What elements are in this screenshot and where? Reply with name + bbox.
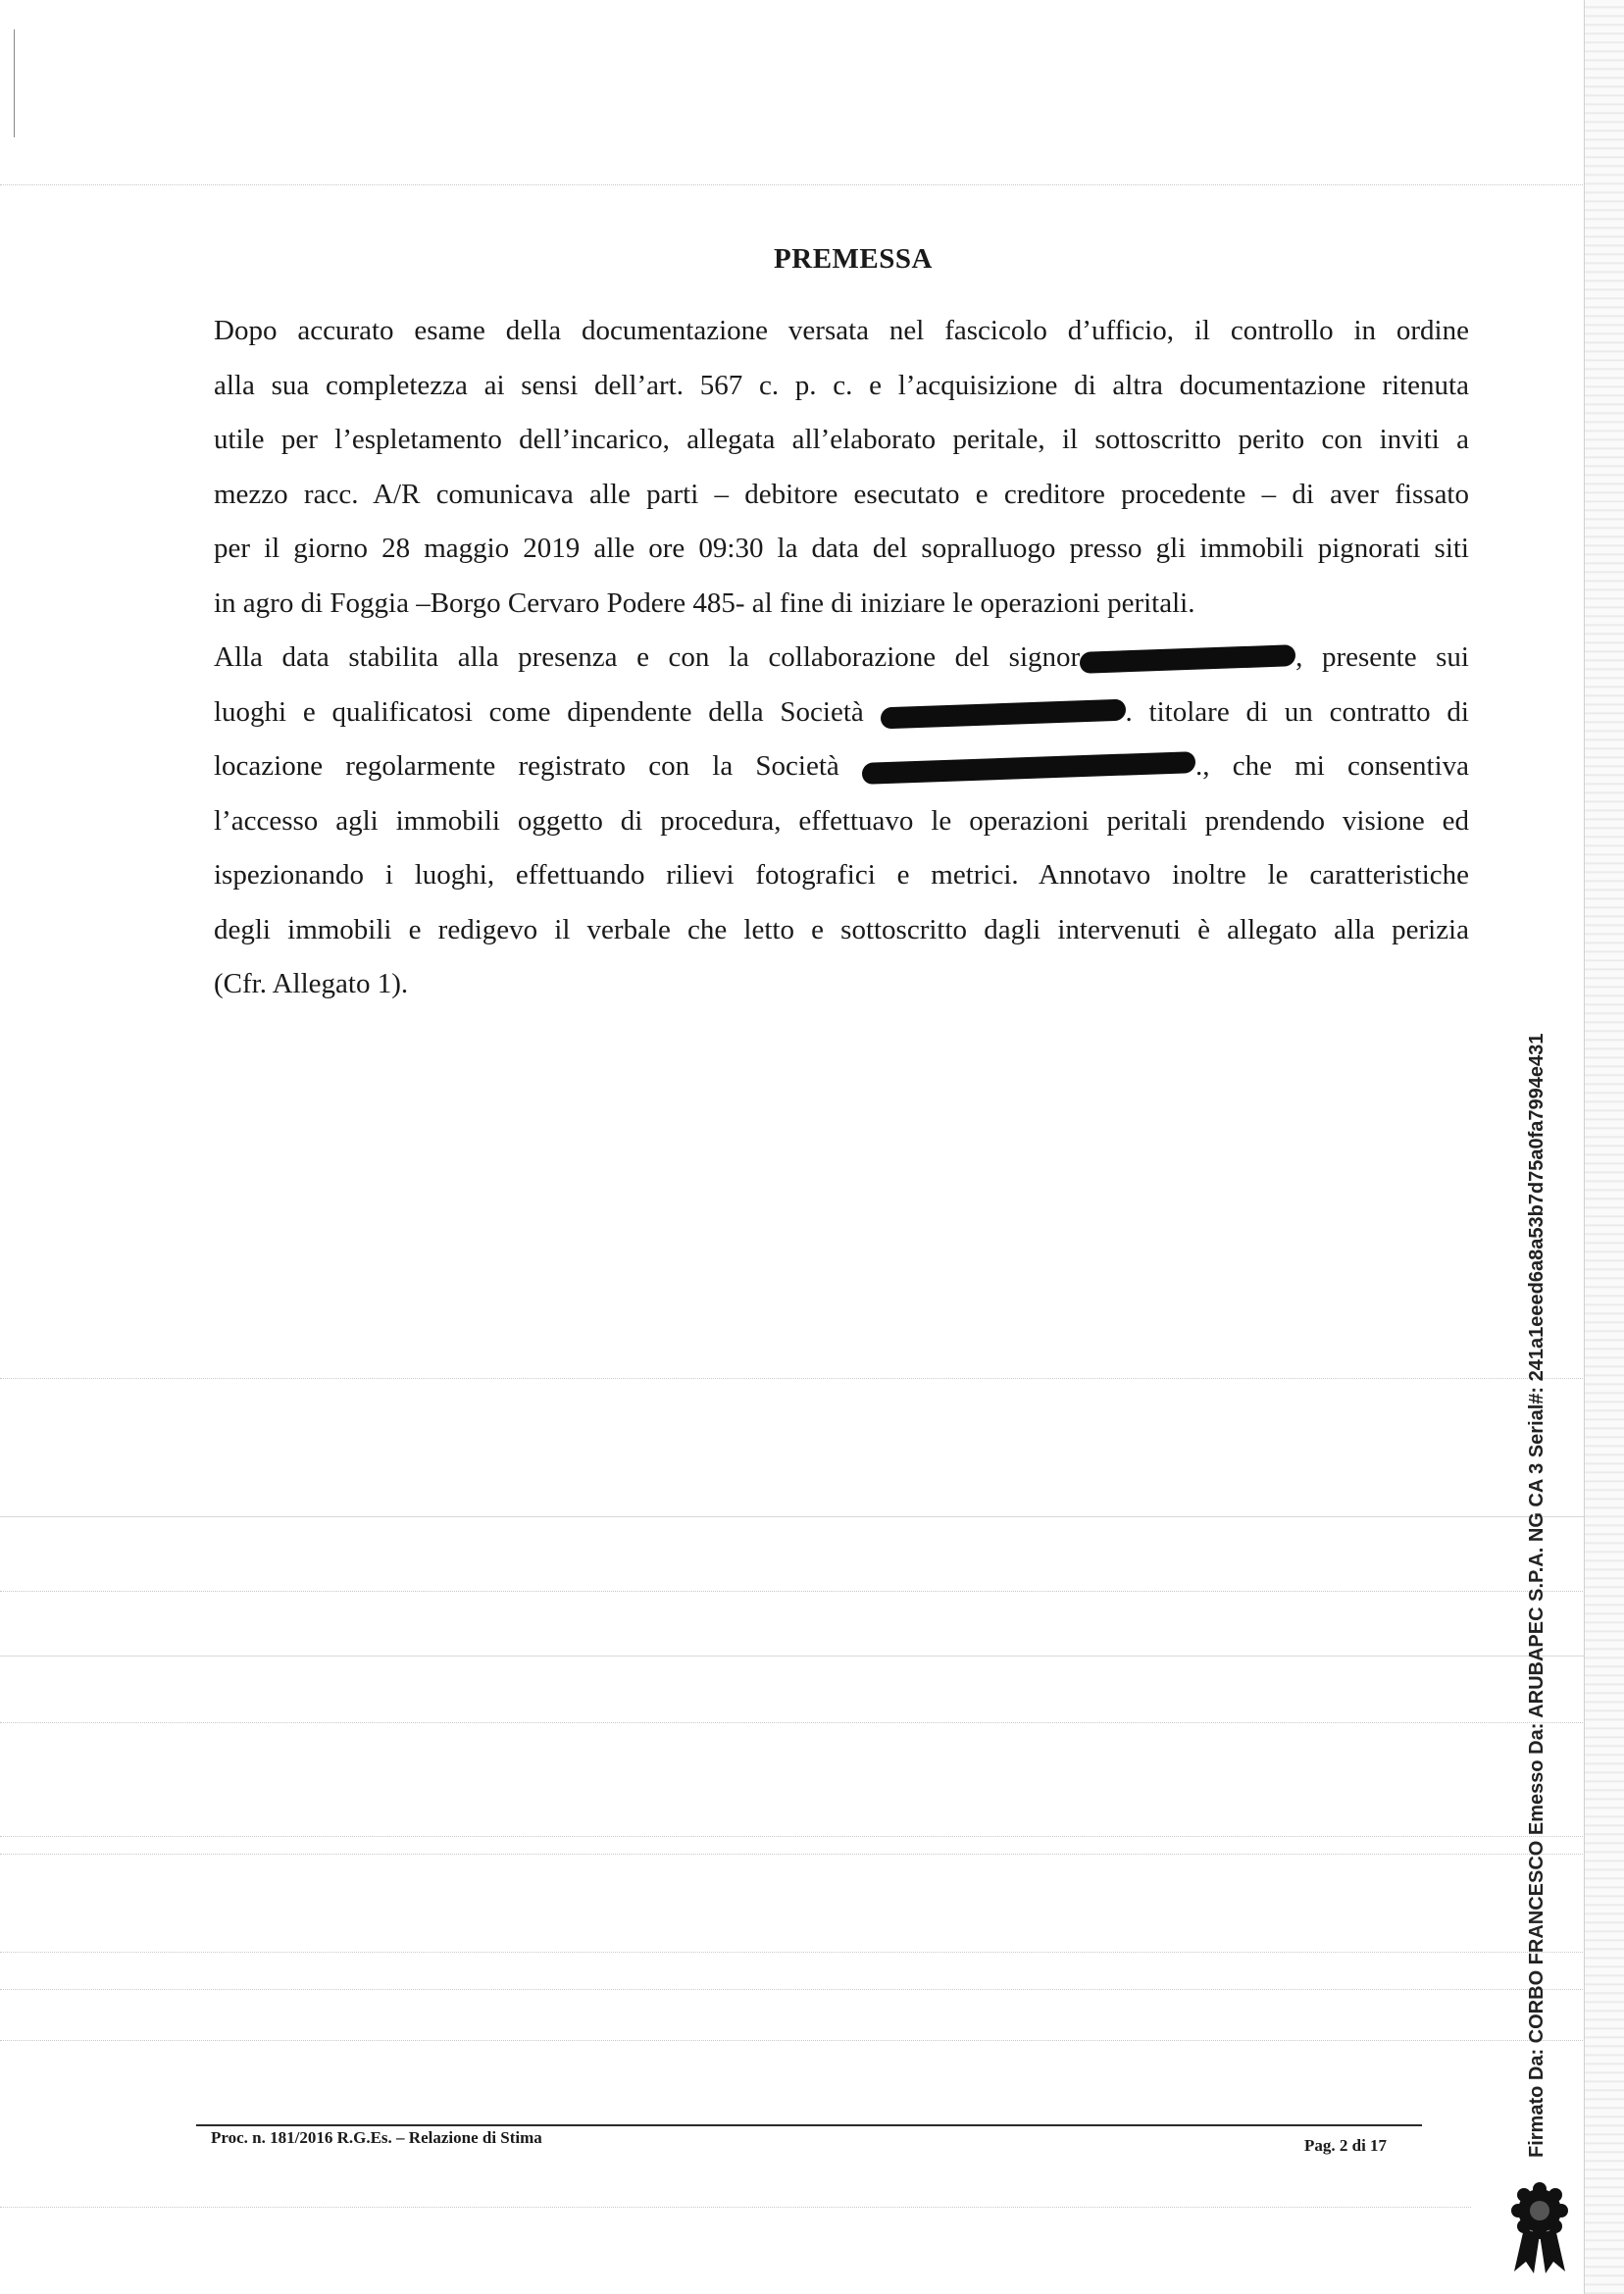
paragraph-line: utile per l’espletamento dell’incarico, allegata all’elaborato peritale, il sottoscritto perito con inviti a <box>214 424 1469 455</box>
paragraph-line-redacted <box>214 631 1469 686</box>
text-fragment: luoghi e qualificatosi come dipendente della Società <box>214 695 864 728</box>
scan-line <box>0 1516 1624 1517</box>
footer-rule <box>196 2124 1422 2126</box>
paragraph-line: alla sua completezza ai sensi dell’art. 567 c. p. c. e l’acquisizione di altra documentazione ritenuta <box>214 369 1469 401</box>
scan-line <box>0 2040 1589 2041</box>
scan-line <box>0 1836 1589 1837</box>
redaction-mark <box>862 751 1195 785</box>
scan-line <box>0 2207 1471 2208</box>
scan-line <box>0 1854 1589 1855</box>
scan-line <box>0 1378 1589 1379</box>
footer-case-reference: Proc. n. 181/2016 R.G.Es. – Relazione di Stima <box>211 2128 542 2147</box>
redaction-mark <box>1080 645 1295 675</box>
scan-line <box>0 1722 1589 1723</box>
text-fragment: , presente sui <box>1295 641 1469 673</box>
paragraph-line: in agro di Foggia –Borgo Cervaro Podere 485- al fine di iniziare le operazioni peritali. <box>214 586 1195 619</box>
paragraph-line: (Cfr. Allegato 1). <box>214 968 409 999</box>
scan-line <box>0 1656 1624 1657</box>
paragraph-line: per il giorno 28 maggio 2019 alle ore 09:30 la data del sopralluogo presso gli immobili pignorati siti <box>214 533 1469 564</box>
paragraph-line-redacted <box>214 739 1469 794</box>
scan-edge-strip <box>1584 0 1624 2294</box>
paragraph-line: Dopo accurato esame della documentazione versata nel fascicolo d’ufficio, il controllo in ordine <box>214 315 1469 346</box>
text-fragment: Alla data stabilita alla presenza e con la collaborazione del signor <box>214 641 1081 673</box>
scan-line <box>0 184 1589 185</box>
paragraph-line: l’accesso agli immobili oggetto di procedura, effettuavo le operazioni peritali prendendo visione ed <box>214 804 1469 837</box>
text-fragment: . titolare di un contratto di <box>1125 695 1469 728</box>
page-title: PREMESSA <box>774 243 933 275</box>
scan-margin-mark <box>14 29 15 137</box>
scan-line <box>0 1989 1589 1990</box>
footer-page-number: Pag. 2 di 17 <box>1304 2136 1388 2155</box>
seal-rosette-icon <box>1500 2177 1579 2275</box>
document-body <box>214 304 1469 1012</box>
redaction-mark <box>881 698 1126 729</box>
scan-line <box>0 1952 1589 1953</box>
text-fragment: locazione regolarmente registrato con la Società <box>214 750 839 782</box>
signature-text: Firmato Da: CORBO FRANCESCO Emesso Da: ARUBAPEC S.P.A. NG CA 3 Serial#: 241a1eeed6a8a53b7d75a0fa7994e431 <box>1526 1033 1548 2158</box>
paragraph-line: ispezionando i luoghi, effettuando rilievi fotografici e metrici. Annotavo inoltre le caratteristiche <box>214 859 1469 891</box>
text-fragment: ., che mi consentiva <box>1195 750 1470 782</box>
paragraph-line: mezzo racc. A/R comunicava alle parti – debitore esecutato e creditore procedente – di aver fissato <box>214 478 1469 510</box>
paragraph-line-redacted <box>214 686 1469 740</box>
scan-line <box>0 1591 1589 1592</box>
paragraph-line: degli immobili e redigevo il verbale che letto e sottoscritto dagli intervenuti è allegato alla perizia <box>214 913 1469 945</box>
